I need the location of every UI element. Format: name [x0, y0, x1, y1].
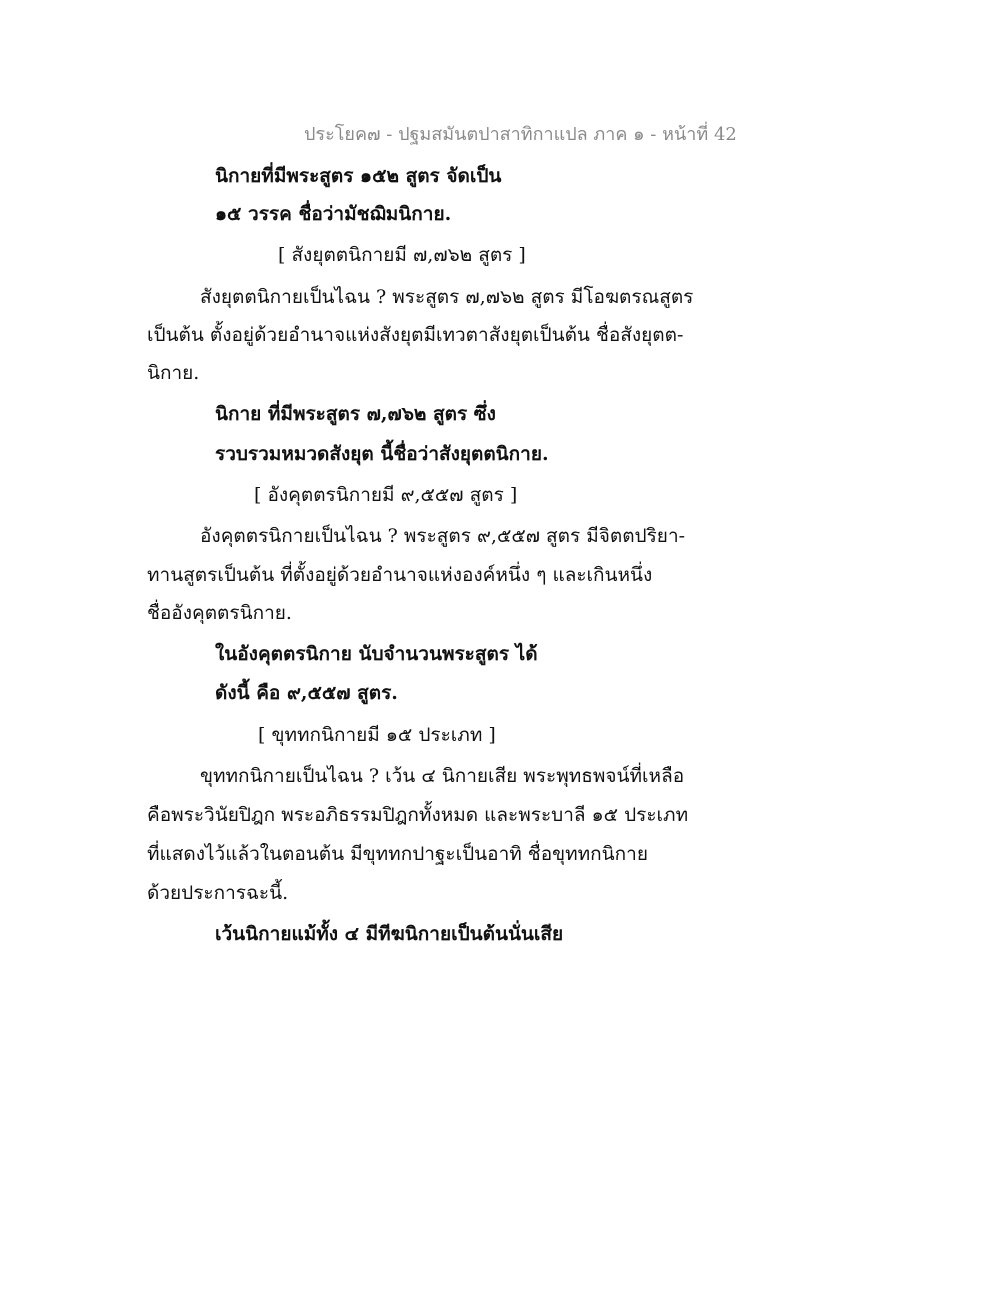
paragraph-line-2: เป็นต้น ตั้งอยู่ด้วยอำนาจแห่งสังยุตมีเทวตาสังยุตเป็นต้น ชื่อสังยุตต-	[147, 324, 684, 346]
paragraph-line-7: ขุททกนิกายเป็นไฉน ? เว้น ๔ นิกายเสีย พระพุทธพจน์ที่เหลือ	[200, 765, 685, 787]
paragraph-line-10: ด้วยประการฉะนี้.	[147, 882, 289, 904]
section-heading-anguttara: [ อังคุตตรนิกายมี ๙,๕๕๗ สูตร ]	[254, 484, 518, 506]
verse-line-2: ๑๕ วรรค ชื่อว่ามัชฌิมนิกาย.	[215, 203, 452, 225]
paragraph-line-4: อังคุตตรนิกายเป็นไฉน ? พระสูตร ๙,๕๕๗ สูตร มีจิตตปริยา-	[200, 525, 686, 547]
verse-line-5: ในอังคุตตรนิกาย นับจำนวนพระสูตร ได้	[215, 643, 538, 665]
verse-line-3: นิกาย ที่มีพระสูตร ๗,๗๖๒ สูตร ซึ่ง	[215, 403, 496, 425]
verse-line-4: รวบรวมหมวดสังยุต นี้ชื่อว่าสังยุตตนิกาย.	[215, 443, 549, 465]
verse-line-7: เว้นนิกายแม้ทั้ง ๔ มีทีฆนิกายเป็นต้นนั่นเสีย	[215, 923, 564, 945]
paragraph-line-1: สังยุตตนิกายเป็นไฉน ? พระสูตร ๗,๗๖๒ สูตร มีโอฆตรณสูตร	[200, 286, 694, 308]
paragraph-line-5: ทานสูตรเป็นต้น ที่ตั้งอยู่ด้วยอำนาจแห่งองค์หนึ่ง ๆ และเกินหนึ่ง	[147, 564, 653, 586]
verse-line-1: นิกายที่มีพระสูตร ๑๕๒ สูตร จัดเป็น	[215, 165, 502, 187]
paragraph-line-8: คือพระวินัยปิฎก พระอภิธรรมปิฎกทั้งหมด และพระบาลี ๑๕ ประเภท	[147, 804, 689, 826]
verse-line-6: ดังนี้ คือ ๙,๕๕๗ สูตร.	[215, 682, 398, 704]
paragraph-line-9: ที่แสดงไว้แล้วในตอนต้น มีขุททกปาฐะเป็นอาทิ ชื่อขุททกนิกาย	[147, 843, 648, 865]
page-header: ประโยค๗ - ปฐมสมันตปาสาทิกาแปล ภาค ๑ - หน้าที่ 42	[304, 124, 737, 145]
paragraph-line-6: ชื่ออังคุตตรนิกาย.	[147, 602, 292, 624]
section-heading-khuddaka: [ ขุททกนิกายมี ๑๕ ประเภท ]	[258, 724, 496, 746]
paragraph-line-3: นิกาย.	[147, 362, 200, 384]
section-heading-samyutta: [ สังยุตตนิกายมี ๗,๗๖๒ สูตร ]	[278, 244, 526, 266]
